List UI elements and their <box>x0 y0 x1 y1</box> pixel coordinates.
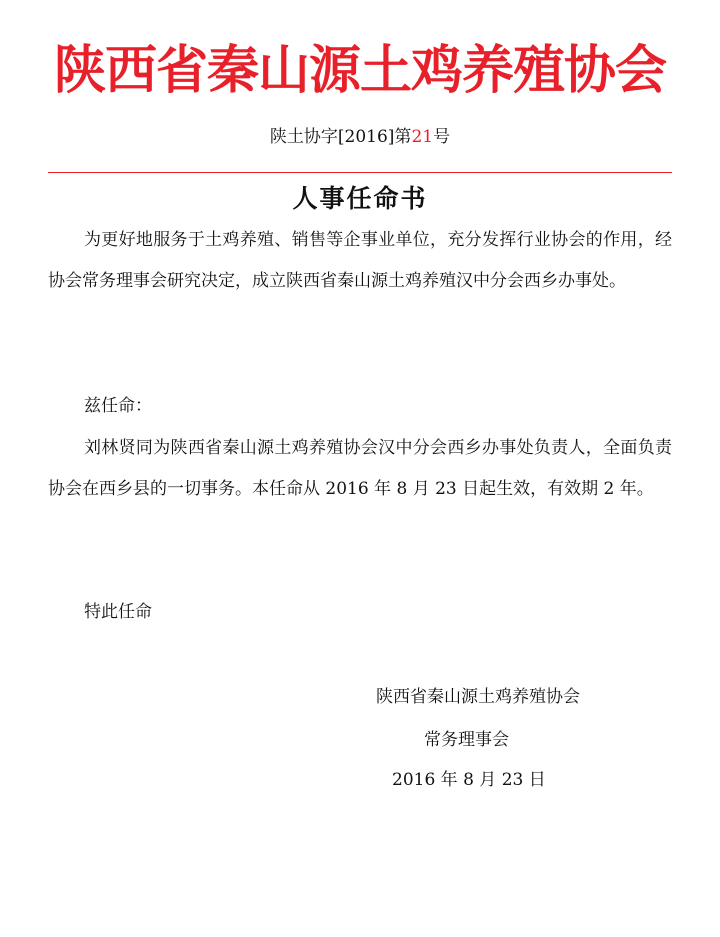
document-number-value: 21 <box>411 127 434 147</box>
signature-organization: 陕西省秦山源土鸡养殖协会 <box>376 687 580 707</box>
closing-line: 特此任命 <box>84 602 152 622</box>
header-divider <box>48 172 672 173</box>
document-number-prefix: 陕土协字[2016]第 <box>269 127 412 147</box>
signature-council: 常务理事会 <box>424 730 509 750</box>
appointment-label: 兹任命： <box>84 396 152 416</box>
signature-date: 2016 年 8 月 23 日 <box>392 770 546 790</box>
body-paragraph-1: 为更好地服务于土鸡养殖、销售等企事业单位，充分发挥行业协会的作用，经协会常务理事会研究决定，成立陕西省秦山源土鸡养殖汉中分会西乡办事处。 <box>48 230 672 291</box>
document-heading: 人事任命书 <box>292 184 428 213</box>
document-number <box>0 125 720 149</box>
letterhead-title: 陕西省秦山源土鸡养殖协会 <box>53 40 666 101</box>
body-paragraph-2: 刘林贤同为陕西省秦山源土鸡养殖协会汉中分会西乡办事处负责人，全面负责协会在西乡县的一切事务。本任命从 2016 年 8 月 23 日起生效，有效期 2 年。 <box>48 438 672 499</box>
document-number-suffix: 号 <box>433 127 451 147</box>
